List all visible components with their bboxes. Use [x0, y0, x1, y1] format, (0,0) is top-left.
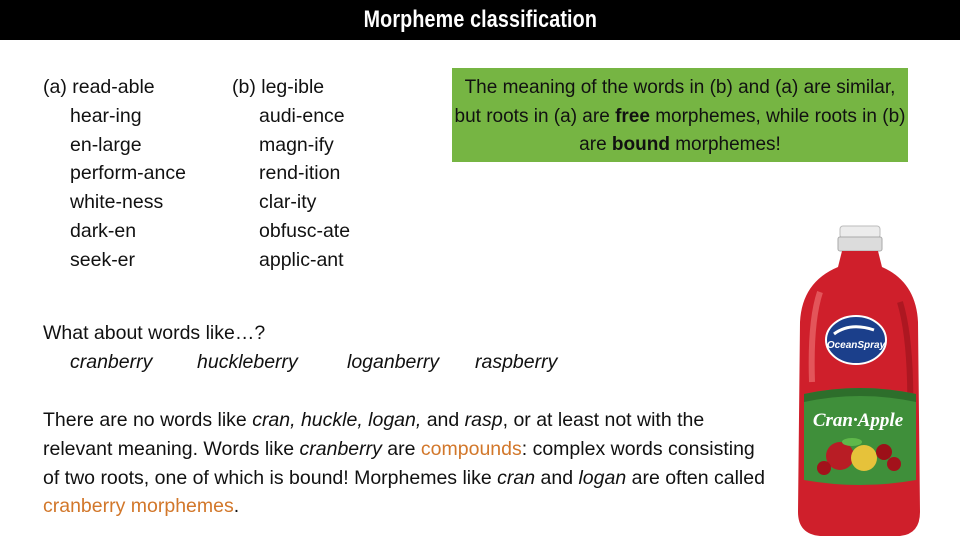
example-word: raspberry: [475, 351, 558, 373]
paragraph-text: .: [233, 495, 240, 518]
list-a-label: (a) read-able: [43, 76, 155, 98]
apple-icon: [851, 445, 877, 471]
list-item: perform-ance: [70, 162, 186, 185]
product-name: Cran·Apple: [812, 410, 904, 431]
question: What about words like…?: [43, 322, 266, 344]
list-item: seek-er: [70, 248, 136, 271]
list-item: clar-ity: [259, 191, 317, 214]
paragraph-text: and: [535, 466, 579, 489]
term-cranberry-morphemes: cranberry morphemes: [43, 495, 234, 518]
paragraph-italic: cran: [497, 466, 536, 489]
example-word: cranberry: [70, 351, 153, 373]
list-item: magn-ify: [259, 133, 334, 156]
page-title: Morpheme classification: [363, 6, 597, 33]
juice-bottle-image: [790, 222, 928, 540]
bottle-cap-ring: [838, 237, 882, 251]
paragraph-italic: rasp: [464, 409, 503, 431]
cranberry-icon: [876, 444, 892, 460]
paragraph-text: are often called: [626, 466, 765, 489]
explanation-paragraph: [43, 406, 773, 521]
paragraph-text: and: [421, 409, 465, 431]
paragraph-text: are: [381, 437, 421, 460]
list-b-label: (b) leg-ible: [232, 76, 325, 98]
bottle-cap: [840, 226, 880, 238]
list-item: hear-ing: [70, 104, 142, 127]
paragraph-text: : complex words consisting of two roots, one of which is bound! Morphemes like: [43, 437, 755, 489]
example-word: huckleberry: [197, 351, 298, 373]
example-word: loganberry: [347, 351, 440, 373]
note-text: morphemes, while roots in (b) are: [579, 105, 906, 155]
list-item: en-large: [70, 133, 142, 156]
term-compounds: compounds: [420, 437, 522, 460]
paragraph-text: , or at least not with the relevant meaning. Words like: [43, 409, 705, 460]
paragraph-text: There are no words like: [43, 409, 253, 431]
list-item: dark-en: [70, 219, 137, 242]
note-text: morphemes!: [669, 134, 781, 155]
paragraph-italic: cranberry: [299, 437, 382, 460]
paragraph-italic: cran, huckle, logan,: [252, 409, 422, 431]
note-text: The meaning of the words in (b) and (a) are similar, but roots in (a) are: [454, 77, 896, 127]
list-item: obfusc-ate: [259, 219, 351, 242]
paragraph-italic: logan: [578, 466, 627, 489]
leaf-icon: [842, 438, 862, 446]
list-item: audi-ence: [259, 104, 345, 127]
list-a: [43, 73, 186, 275]
list-item: applic-ant: [259, 248, 344, 271]
list-item: rend-ition: [259, 162, 341, 185]
brand-name: OceanSpray: [826, 340, 886, 351]
cranberry-icon: [887, 457, 901, 471]
note-box: [452, 68, 908, 162]
list-b: [232, 73, 350, 275]
note-bound: bound: [611, 134, 670, 155]
note-free: free: [615, 105, 650, 127]
title-bar: [0, 0, 960, 40]
cranberry-icon: [817, 461, 831, 475]
list-item: white-ness: [70, 191, 164, 214]
